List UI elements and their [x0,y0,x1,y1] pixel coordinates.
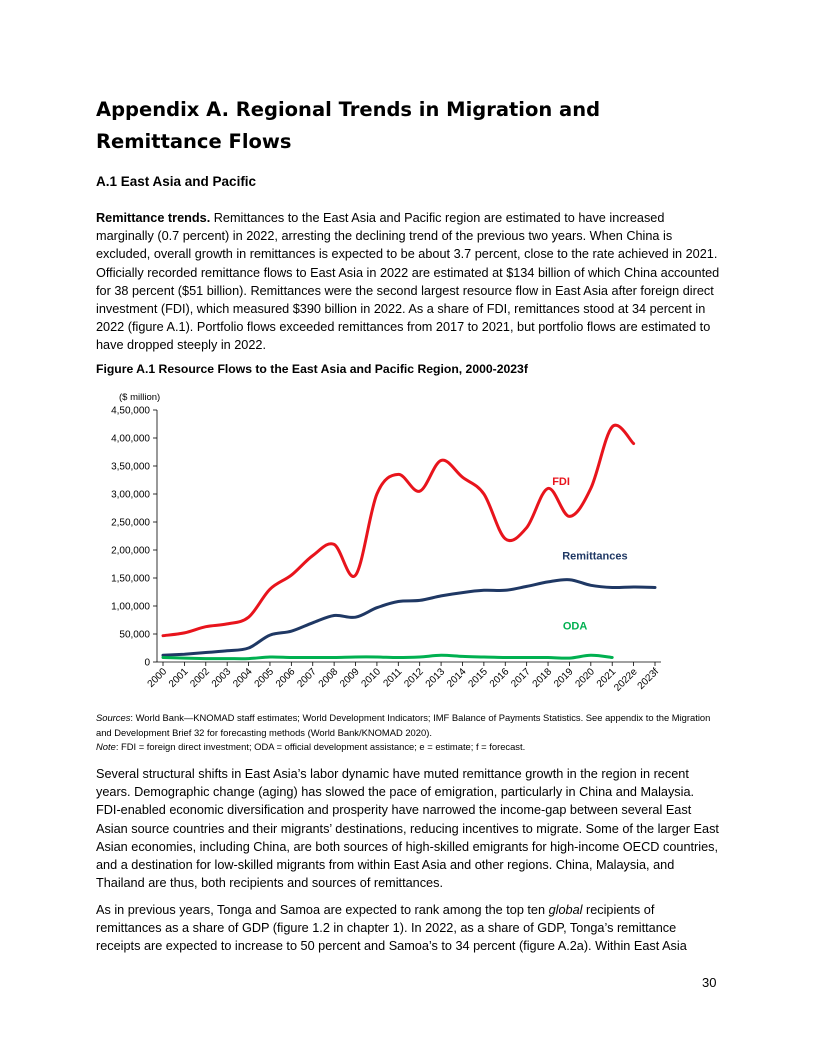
series-label-oda: ODA [562,620,588,633]
paragraph-lead: Remittance trends. [96,211,211,225]
x-tick-label: 2005 [252,666,277,690]
note-text: : FDI = foreign direct investment; ODA = official development assistance; e = estimate; f = forecast. [115,741,526,753]
x-tick-label: 2010 [359,666,384,690]
x-tick-label: 2021 [594,666,619,690]
x-tick-label: 2018 [530,666,555,690]
appendix-heading: Appendix A. Regional Trends in Migration and Remittance Flows [96,98,601,153]
resource-flows-chart [96,386,676,706]
x-tick-label: 2020 [573,666,597,690]
x-tick-label: 2012 [402,666,426,690]
series-label-fdi: FDI [552,475,570,488]
paragraph-text-b: recipients of remittances as a share of GDP (figure 1.2 in chapter 1). In 2022, as a share of GDP, Tonga’s remittance receipts are expected to increase to 50 percent and Samoa’s to 34 percent (figure A.2a). Within East Asia [96,903,687,954]
y-tick-label: 4,00,000 [111,433,150,445]
y-tick-label: 3,50,000 [111,461,150,473]
y-tick-label: 50,000 [119,629,150,641]
x-tick-label: 2015 [466,666,490,690]
paragraph-tonga-samoa [96,901,720,956]
paragraph-remittance-trends [96,209,720,355]
paragraph-text: Remittances to the East Asia and Pacific region are estimated to have increased marginally (0.7 percent) in 2022, arresting the declining trend of the previous two years. When China is excluded, overall growth in remittances is expected to be about 3.7 percent, close to the rate achieved in 2021. Officially recorded remittance flows to East Asia in 2022 are estimated at $134 billion of which China accounted for 38 percent ($51 billion). Remittances were the second largest resource flow in East Asia after foreign direct investment (FDI), which measured $390 billion in 2022. As a share of FDI, remittances stood at 34 percent in 2022 (figure A.1). Portfolio flows exceeded remittances from 2017 to 2021, but portfolio flows are estimated to have dropped steeply in 2022. [96,211,720,353]
x-tick-label: 2007 [295,666,319,690]
page-number: 30 [702,975,717,990]
y-tick-label: 0 [144,657,150,669]
series-line-remittances [163,580,655,656]
figure-title: Figure A.1 Resource Flows to the East Asia and Pacific Region, 2000-2023f [96,362,528,376]
x-tick-label: 2016 [487,666,512,690]
y-tick-label: 2,50,000 [111,517,150,529]
paragraph-text-a: As in previous years, Tonga and Samoa are expected to rank among the top ten [96,903,549,917]
y-tick-label: 4,50,000 [111,405,150,417]
series-label-remittances: Remittances [562,550,628,563]
section-heading: A.1 East Asia and Pacific [96,174,257,189]
x-tick-label: 2011 [381,666,405,690]
x-tick-label: 2013 [423,666,448,690]
y-tick-label: 1,00,000 [111,601,150,613]
y-tick-label: 2,00,000 [111,545,150,557]
x-tick-label: 2001 [167,666,191,690]
sources-label: Sources [96,712,131,723]
series-line-oda [163,655,612,658]
x-tick-label: 2014 [445,666,469,690]
y-tick-label: 1,50,000 [111,573,150,585]
x-tick-label: 2017 [509,666,533,690]
paragraph-structural-shifts: Several structural shifts in East Asia’s labor dynamic have muted remittance growth in the region in recent years. Demographic change (aging) has slowed the pace of emigration, particularly in China and Malaysia. FDI-enabled economic diversification and prosperity have narrowed the income-gap between several East Asian source countries and their migrants’ destinations, reducing incentives to migrate. Some of the larger East Asian economies, including China, are both sources of high-skilled emigrants for high-income OECD countries, and a destination for low-skilled migrants from within East Asia and other regions. China, Malaysia, and Thailand are thus, both recipients and sources of remittances. [96,767,719,891]
x-tick-label: 2004 [231,666,255,690]
x-tick-label: 2019 [552,666,576,690]
sources-text: : World Bank—KNOMAD staff estimates; World Development Indicators; IMF Balance of Payments Statistics. See appendix to the Migration and Development Brief 32 for forecasting methods (World Bank/KNOMAD 2020). [96,712,711,738]
emphasis-global: global [548,903,583,917]
x-tick-label: 2003 [209,666,234,690]
y-axis-label: ($ million) [119,392,161,403]
x-tick-label: 2023f [635,666,662,692]
x-tick-label: 2002 [188,666,212,690]
x-tick-label: 2009 [338,666,362,690]
x-tick-label: 2008 [316,666,341,690]
series-line-fdi [163,425,634,635]
x-tick-label: 2006 [273,666,298,690]
note-label: Note [96,741,116,753]
x-tick-label: 2000 [145,666,170,690]
y-tick-label: 3,00,000 [111,489,150,501]
x-tick-label: 2022e [612,666,640,694]
figure-notes [96,711,720,755]
